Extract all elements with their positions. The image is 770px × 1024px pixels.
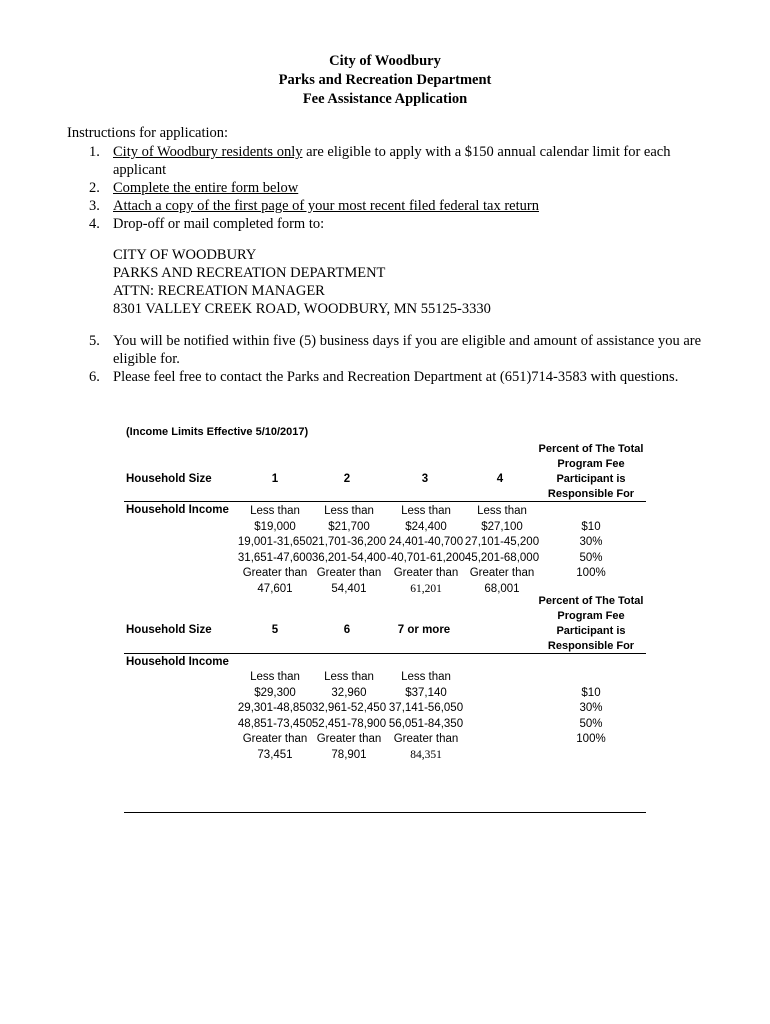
income-cell: Greater than — [393, 567, 459, 579]
income-cell: $29,300 — [254, 686, 296, 699]
item-number: 4. — [89, 216, 100, 232]
size-header: 7 or more — [397, 624, 451, 636]
income-cell: 61,201 — [410, 582, 442, 595]
percent-column — [536, 520, 646, 582]
income-cell: Less than — [477, 505, 527, 517]
responsible-header-line: Responsible For — [547, 488, 635, 500]
percent-cell: 30% — [579, 536, 603, 548]
address-line: CITY OF WOODBURY — [113, 247, 257, 263]
household-income-label: Household Income — [126, 656, 229, 668]
item-underlined-text: City of Woodbury residents only — [113, 144, 303, 160]
item-text: Please feel free to contact the Parks and Recreation Department at (651)714-3583 with questions. — [113, 369, 679, 385]
income-cell: $21,700 — [328, 520, 370, 533]
household-size-label: Household Size — [126, 624, 212, 636]
address-line: PARKS AND RECREATION DEPARTMENT — [113, 265, 386, 281]
responsible-header-line: Participant is — [556, 473, 626, 485]
household-income-label: Household Income — [126, 504, 229, 516]
instructions-section — [67, 124, 717, 386]
percent-column — [536, 686, 646, 748]
income-cell: Greater than — [316, 567, 382, 579]
household-size-label: Household Size — [126, 473, 212, 485]
size-header: 5 — [271, 624, 279, 636]
item-number: 3. — [89, 198, 100, 214]
instruction-item — [67, 179, 717, 197]
form-title: Fee Assistance Application — [302, 91, 468, 107]
instruction-item — [67, 215, 717, 233]
effective-date-label: (Income Limits Effective 5/10/2017) — [126, 426, 309, 438]
income-column — [310, 670, 388, 763]
instruction-item — [67, 368, 717, 386]
size-header: 6 — [343, 624, 351, 636]
item-number: 1. — [89, 144, 100, 160]
instructions-intro: Instructions for application: — [67, 125, 229, 141]
responsible-header-line: Percent of The Total — [538, 443, 644, 455]
mailing-address — [67, 246, 717, 318]
percent-cell: 50% — [579, 717, 603, 730]
responsible-header-line: Program Fee — [557, 458, 625, 470]
income-cell: $27,100 — [481, 520, 523, 533]
income-cell: Less than — [250, 505, 300, 517]
income-cell: 52,451-78,900 — [311, 717, 387, 730]
responsible-header-line: Participant is — [556, 625, 626, 637]
income-cell: 36,201-54,400 — [311, 551, 387, 564]
income-column — [236, 504, 314, 597]
address-line: 8301 VALLEY CREEK ROAD, WOODBURY, MN 55125-3330 — [113, 301, 491, 317]
responsible-header — [536, 594, 646, 654]
responsible-header — [536, 442, 646, 502]
income-cell: Greater than — [242, 733, 308, 745]
income-cell: Greater than — [393, 733, 459, 745]
income-column — [310, 504, 388, 597]
income-cell: -40,701-61,200 — [386, 551, 465, 564]
city-title: City of Woodbury — [329, 53, 441, 69]
income-cell: 27,101-45,200 — [464, 536, 540, 548]
income-cell: 73,451 — [257, 748, 293, 761]
item-number: 2. — [89, 180, 100, 196]
instruction-item — [67, 143, 717, 179]
income-cell: 31,651-47,600 — [237, 551, 313, 564]
instruction-item — [67, 332, 717, 368]
income-cell: Less than — [250, 671, 300, 683]
income-cell: 19,001-31,650 — [237, 536, 313, 548]
income-cell: Greater than — [242, 567, 308, 579]
instruction-item — [67, 197, 717, 215]
income-cell: Greater than — [316, 733, 382, 745]
income-cell: 84,351 — [410, 748, 442, 761]
item-text: Drop-off or mail completed form to: — [113, 216, 325, 232]
item-text: are eligible to apply with a $150 annual calendar limit for each applicant — [113, 144, 671, 178]
income-cell: 47,601 — [257, 582, 293, 595]
income-cell: 56,051-84,350 — [388, 717, 464, 730]
size-header: 2 — [343, 473, 351, 485]
income-cell: 48,851-73,450 — [237, 717, 313, 730]
income-cell: 68,001 — [484, 582, 520, 595]
item-number: 6. — [89, 369, 100, 385]
income-cell: 78,901 — [331, 748, 367, 761]
income-cell: Less than — [324, 671, 374, 683]
document-header — [0, 52, 770, 109]
item-underlined-text: Complete the entire form below — [113, 180, 299, 196]
income-cell: $19,000 — [254, 520, 296, 533]
percent-cell: $10 — [581, 520, 601, 533]
income-cell: $24,400 — [405, 520, 447, 533]
income-cell: Greater than — [469, 567, 535, 579]
income-cell: 54,401 — [331, 582, 367, 595]
income-cell: 45,201-68,000 — [464, 551, 540, 564]
income-cell: 32,960 — [331, 686, 367, 699]
income-column — [236, 670, 314, 763]
size-header: 1 — [271, 473, 279, 485]
department-title: Parks and Recreation Department — [278, 72, 492, 88]
size-header: 3 — [421, 473, 429, 485]
percent-cell: 30% — [579, 702, 603, 714]
income-cell: 37,141-56,050 — [388, 702, 464, 714]
header-rule — [124, 501, 646, 502]
percent-cell: 100% — [576, 567, 606, 579]
income-column — [382, 504, 470, 597]
bottom-rule — [124, 812, 646, 813]
income-cell: Less than — [324, 505, 374, 517]
item-number: 5. — [89, 333, 100, 349]
income-cell: 32,961-52,450 — [311, 702, 387, 714]
income-cell: 24,401-40,700 — [388, 536, 464, 548]
responsible-header-line: Percent of The Total — [538, 595, 644, 607]
percent-cell: 50% — [579, 551, 603, 564]
size-header: 4 — [496, 473, 504, 485]
responsible-header-line: Program Fee — [557, 610, 625, 622]
percent-cell: $10 — [581, 686, 601, 699]
income-cell: Less than — [401, 505, 451, 517]
income-column — [382, 670, 470, 763]
item-underlined-text: Attach a copy of the first page of your most recent filed federal tax return — [113, 198, 539, 214]
income-cell: Less than — [401, 671, 451, 683]
responsible-header-line: Responsible For — [547, 640, 635, 652]
percent-cell: 100% — [576, 733, 606, 745]
income-cell: 21,701-36,200 — [311, 536, 387, 548]
income-cell: 29,301-48,850 — [237, 702, 313, 714]
income-column — [462, 504, 542, 597]
income-cell: $37,140 — [405, 686, 447, 699]
item-text: You will be notified within five (5) business days if you are eligible and amount of assistance you are eligible for. — [113, 333, 702, 367]
address-line: ATTN: RECREATION MANAGER — [113, 283, 325, 299]
header-rule — [124, 653, 646, 654]
